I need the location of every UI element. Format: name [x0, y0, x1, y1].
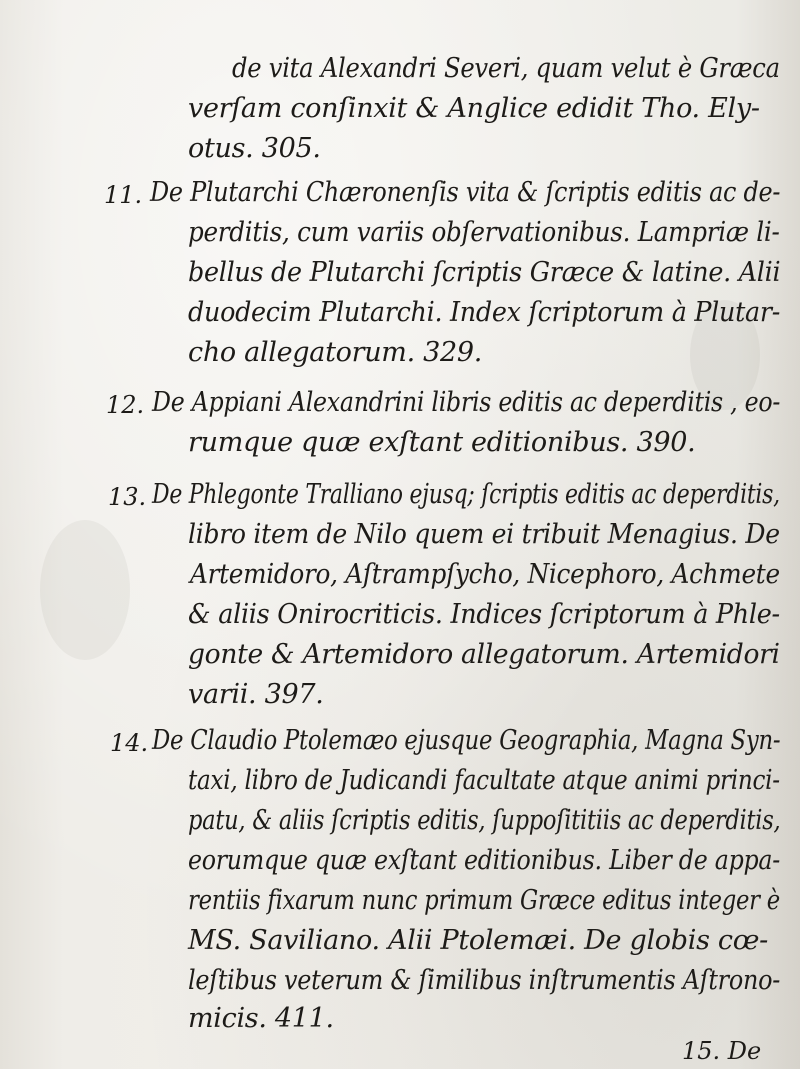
text-line: De Phlegonte Tralliano ejusq; ſcriptis editis ac deperditis, — [152, 479, 780, 510]
text-line: De Appiani Alexandrini libris editis ac deperditis , eo- — [152, 387, 781, 418]
text-line: & aliis Onirocriticis. Indices ſcriptorum à Phle- — [188, 599, 780, 630]
text-line: cho allegatorum. 329. — [188, 337, 483, 368]
text-line: varii. 397. — [188, 679, 324, 710]
entry-number: 14. — [110, 729, 149, 757]
text-line: perditis, cum variis obſervationibus. Lampriæ li- — [188, 217, 780, 248]
text-line: eorumque quæ exſtant editionibus. Liber de appa- — [188, 845, 780, 876]
text-line: libro item de Nilo quem ei tribuit Menagius. De — [188, 519, 780, 550]
text-line: MS. Saviliano. Alii Ptolemæi. De globis cœ- — [188, 925, 768, 956]
entry-number: 11. — [104, 181, 143, 209]
text-line: duodecim Plutarchi. Index ſcriptorum à Plutar- — [188, 297, 781, 328]
text-line: gonte & Artemidoro allegatorum. Artemidori — [188, 639, 780, 670]
text-line: otus. 305. — [188, 133, 321, 164]
text-line: patu, & aliis ſcriptis editis, ſuppoſititiis ac deperditis, — [188, 805, 781, 836]
entry-number: 12. — [106, 391, 145, 419]
text-line: Artemidoro, Aſtrampſycho, Nicephoro, Achmete — [190, 559, 780, 590]
text-line: leſtibus veterum & ſimilibus inſtrumentis Aſtrono- — [188, 965, 781, 996]
entry-number: 13. — [108, 483, 147, 511]
text-line: rentiis fixarum nunc primum Græce editus integer è — [188, 885, 780, 916]
text-line: rumque quæ exſtant editionibus. 390. — [188, 427, 696, 458]
text-line: taxi, libro de Judicandi facultate atque animi princi- — [188, 765, 780, 796]
text-line: De Claudio Ptolemæo ejusque Geographia, Magna Syn- — [152, 725, 781, 756]
text-line: bellus de Plutarchi ſcriptis Græce & latine. Alii — [188, 257, 781, 288]
text-line: verſam conſinxit & Anglice edidit Tho. Ely- — [188, 93, 760, 124]
catchword: 15. De — [682, 1037, 762, 1065]
text-line: micis. 411. — [188, 1003, 334, 1034]
text-line: de vita Alexandri Severi, quam velut è Græca — [232, 53, 780, 84]
text-line: De Plutarchi Chæronenſis vita & ſcriptis editis ac de- — [150, 177, 781, 208]
